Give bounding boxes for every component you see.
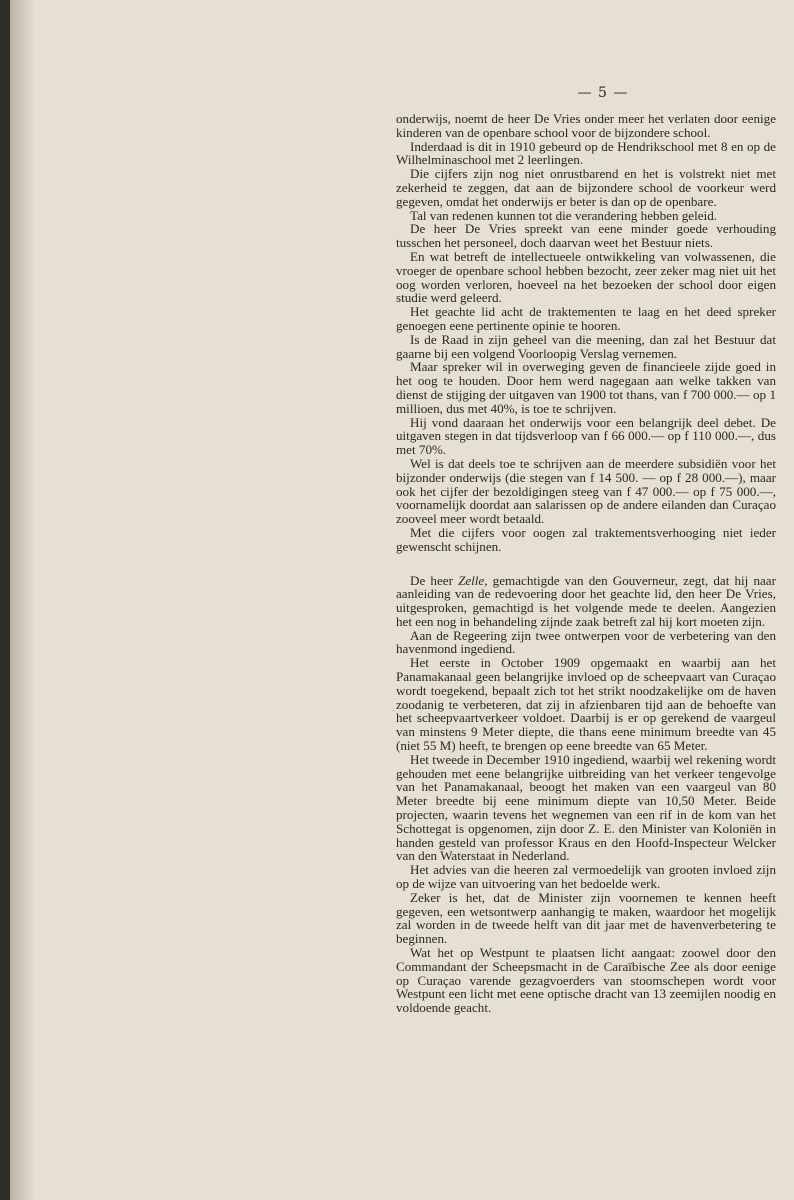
paragraph: Het tweede in December 1910 ingediend, waarbij wel rekening wordt gehouden met eene belangrijke uitbreiding van het verkeer tengevolge van het Panamakanaal, beoogt het maken van een vaargeul van 80 Meter breedte bij eene minimum diepte van 10,50 Meter. Beide projecten, waarin tevens het wegnemen van een rif in de kom van het Schottegat is opgenomen, zijn door Z. E. den Minister van Koloniën in handen gesteld van professor Kraus en den Hoofd-Inspecteur Welcker van den Waterstaat in Nederland. xyxy=(396,751,776,864)
paragraph-rest: , gemachtigde van den Gouverneur, zegt, dat hij naar aanleiding van de redevoering door het geachte lid, den heer De Vries, uitgesproken, gemachtigd is het volgende mede te deelen. Aangezien het een nog in behandeling zijnde zaak betreft zal hij kort moeten zijn. xyxy=(396,572,776,629)
paragraph: Is de Raad in zijn geheel van die meening, dan zal het Bestuur dat gaarne bij een volgend Voorloopig Verslag vernemen. xyxy=(396,331,776,361)
document-page xyxy=(10,0,794,1200)
paragraph: Hij vond daaraan het onderwijs voor een belangrijk deel debet. De uitgaven stegen in dat tijdsverloop van f 66 000.— op f 110 000.—, dus met 70%. xyxy=(396,414,776,458)
section-spacer xyxy=(396,554,776,574)
paragraph: Tal van redenen kunnen tot die verandering hebben geleid. xyxy=(410,207,718,223)
paragraph: Die cijfers zijn nog niet onrustbarend en het is volstrekt niet met zekerheid te zeggen, dat aan de bijzondere school de voorkeur werd gegeven, omdat het onderwijs er beter is dan op de openbare. xyxy=(396,166,776,209)
page-number: — 5 — xyxy=(577,85,629,101)
paragraph: Het advies van die heeren zal vermoedelijk van grooten invloed zijn op de wijze van uitvoering van het bedoelde werk. xyxy=(396,862,776,892)
paragraph: Wel is dat deels toe te schrijven aan de meerdere subsidiën voor het bijzonder onderwijs (die stegen van f 14 500. — op f 28 000.—), maar ook het cijfer der bezoldigingen steeg van f 47 000.— op f 75 000.—, voornamelijk doordat aan salarissen op de andere eilanden dan Curaçao zooveel meer wordt betaald. xyxy=(396,455,776,527)
text-column xyxy=(396,112,776,1015)
paragraph: Inderdaad is dit in 1910 gebeurd op de Hendrikschool met 8 en op de Wilhelminaschool met 2 leerlingen. xyxy=(396,138,776,168)
paragraph: Met die cijfers voor oogen zal traktementsverhooging niet ieder gewenscht schijnen. xyxy=(396,524,776,554)
paragraph: Het geachte lid acht de traktementen te laag en het deed spreker genoegen eene pertinente opinie te hooren. xyxy=(396,304,776,333)
paragraph: De heer De Vries spreekt van eene minder goede verhouding tusschen het personeel, doch daarvan weet het Bestuur niets. xyxy=(396,221,776,251)
paragraph: Aan de Regeering zijn twee ontwerpen voor de verbetering van den havenmond ingediend. xyxy=(396,627,776,657)
paragraph-lead: De heer xyxy=(410,572,459,588)
paragraph-zelle xyxy=(396,574,776,629)
paragraph: Het eerste in October 1909 opgemaakt en waarbij aan het Panamakanaal geen belangrijke invloed op de scheepvaart van Curaçao wordt toegekend, bepaalt zich tot het strikt noodzakelijke om de haven zoodanig te verbeteren, dat zij in afzienbaren tijd aan de behoefte van het scheepvaartverkeer voldoet. Daarbij is er op gerekend de vaargeul van minstens 9 Meter diepte, die thans eene minimum breedte van 45 (niet 55 M) heeft, te brengen op eene breedte van 65 Meter. xyxy=(396,655,776,754)
paragraph: Zeker is het, dat de Minister zijn voornemen te kennen heeft gegeven, een wetsontwerp aanhangig te maken, waardoor het mogelijk zal worden in de tweede helft van dit jaar met de havenverbetering te beginnen. xyxy=(396,889,776,947)
paragraph: En wat betreft de intellectueele ontwikkeling van volwassenen, die vroeger de openbare school hebben bezocht, zeer zeker mag niet uit het oog worden verloren, hoeveel na het bezoeken der school door eigen studie werd geleerd. xyxy=(396,248,776,306)
paragraph: Maar spreker wil in overweging geven de financieele zijde goed in het oog te houden. Door hem werd nagegaan aan welke takken van dienst de stijging der uitgaven van 1900 tot thans, van f 700 000.— op 1 millioen, dus met 40%, is toe te schrijven. xyxy=(396,359,776,416)
paragraph: Wat het op Westpunt te plaatsen licht aangaat: zoowel door den Commandant der Scheepsmacht in de Caraïbische Zee als door eenige op Curaçao varende gezagvoerders van stoomschepen wordt voor Westpunt een licht met eene optische dracht van 13 zeemijlen noodig en voldoende geacht. xyxy=(396,945,776,1016)
speaker-name: Zelle xyxy=(458,572,485,588)
paragraph: onderwijs, noemt de heer De Vries onder meer het verlaten door eenige kinderen van de openbare school voor de bijzondere school. xyxy=(396,111,776,140)
